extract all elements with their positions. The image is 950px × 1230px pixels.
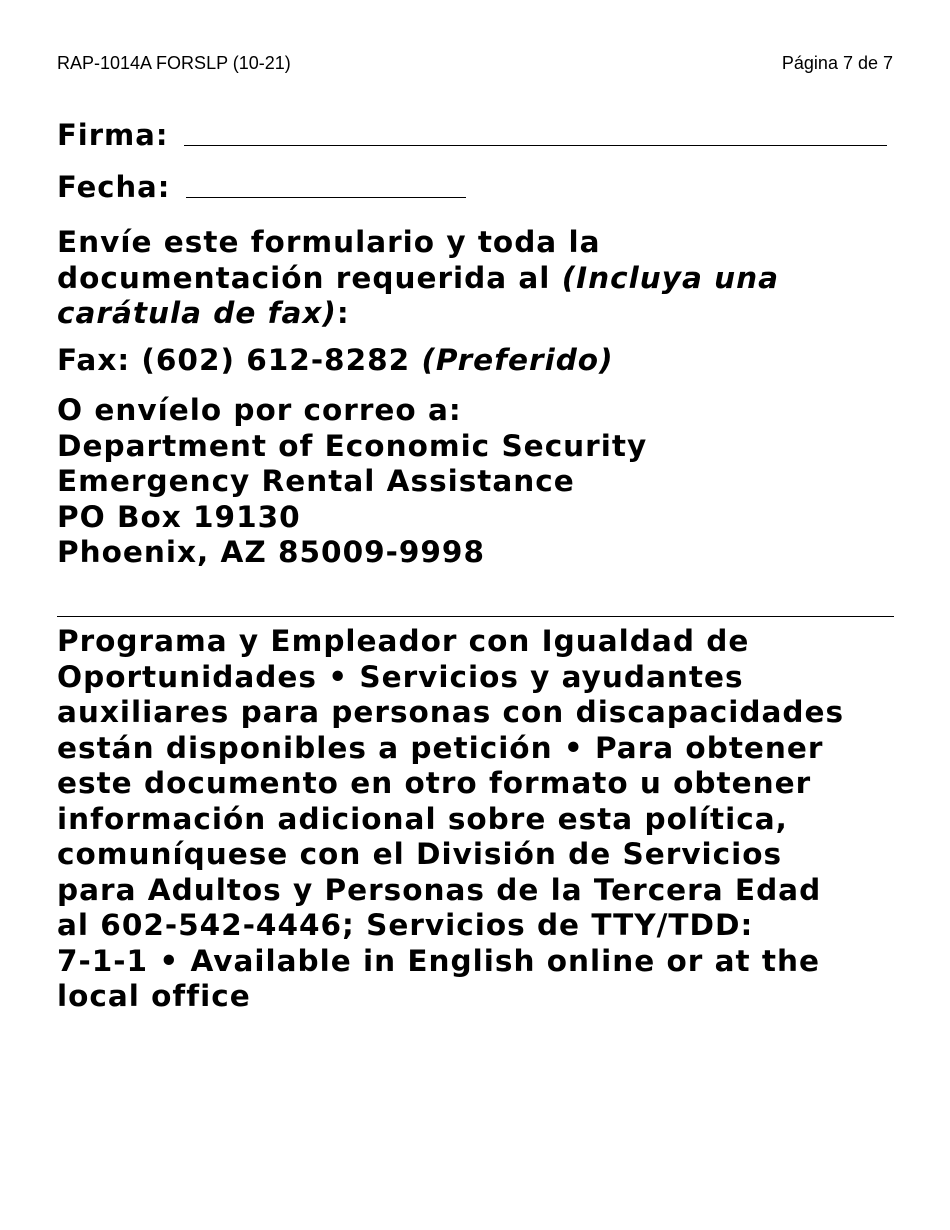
send-line-2-text: documentación requerida al xyxy=(57,260,562,295)
send-line-3-colon: : xyxy=(336,296,350,330)
send-line-3 xyxy=(57,296,910,332)
mail-line: Department of Economic Security xyxy=(57,428,648,463)
mail-line: PO Box 19130 xyxy=(57,499,301,534)
eeo-line: están disponibles a petición • Para obtener xyxy=(57,730,824,765)
eeo-line: al 602-542-4446; Servicios de TTY/TDD: xyxy=(57,908,754,942)
eeo-line: Programa y Empleador con Igualdad de xyxy=(57,624,750,658)
fax-info xyxy=(57,343,910,379)
section-divider xyxy=(57,616,894,617)
signature-row xyxy=(57,118,887,152)
eeo-line: información adicional sobre esta política, xyxy=(57,801,788,836)
fax-number: Fax: (602) 612-8282 xyxy=(57,343,422,377)
date-row xyxy=(57,170,466,204)
signature-line[interactable] xyxy=(184,144,887,146)
page-number: Página 7 de 7 xyxy=(781,53,893,73)
send-instructions xyxy=(57,225,910,332)
date-line[interactable] xyxy=(186,196,466,198)
fax-note: (Preferido) xyxy=(421,343,614,377)
page-header xyxy=(57,52,893,74)
mail-line: Phoenix, AZ 85009-9998 xyxy=(57,535,485,569)
equal-opportunity-statement xyxy=(57,624,910,1015)
send-line-3-italic: carátula de fax) xyxy=(57,296,337,330)
eeo-line: este documento en otro formato u obtener xyxy=(57,766,812,800)
fax-line xyxy=(57,343,910,379)
mail-line: O envíelo por correo a: xyxy=(57,393,462,427)
eeo-line: local office xyxy=(57,979,251,1013)
send-line-2-italic: (Incluya una xyxy=(561,260,780,295)
mailing-address xyxy=(57,393,910,571)
eeo-line: 7-1-1 • Available in English online or at the xyxy=(57,943,820,978)
date-label: Fecha: xyxy=(57,170,171,204)
eeo-line: comuníquese con el División de Servicios xyxy=(57,837,783,871)
form-id: RAP-1014A FORSLP (10-21) xyxy=(57,53,291,73)
mail-line: Emergency Rental Assistance xyxy=(57,464,575,498)
send-line-2 xyxy=(57,261,910,297)
eeo-line: auxiliares para personas con discapacidades xyxy=(57,695,845,729)
eeo-line: Oportunidades • Servicios y ayudantes xyxy=(57,659,744,694)
eeo-line: para Adultos y Personas de la Tercera Edad xyxy=(57,872,822,907)
signature-label: Firma: xyxy=(57,118,169,152)
send-line-1: Envíe este formulario y toda la xyxy=(57,225,601,259)
